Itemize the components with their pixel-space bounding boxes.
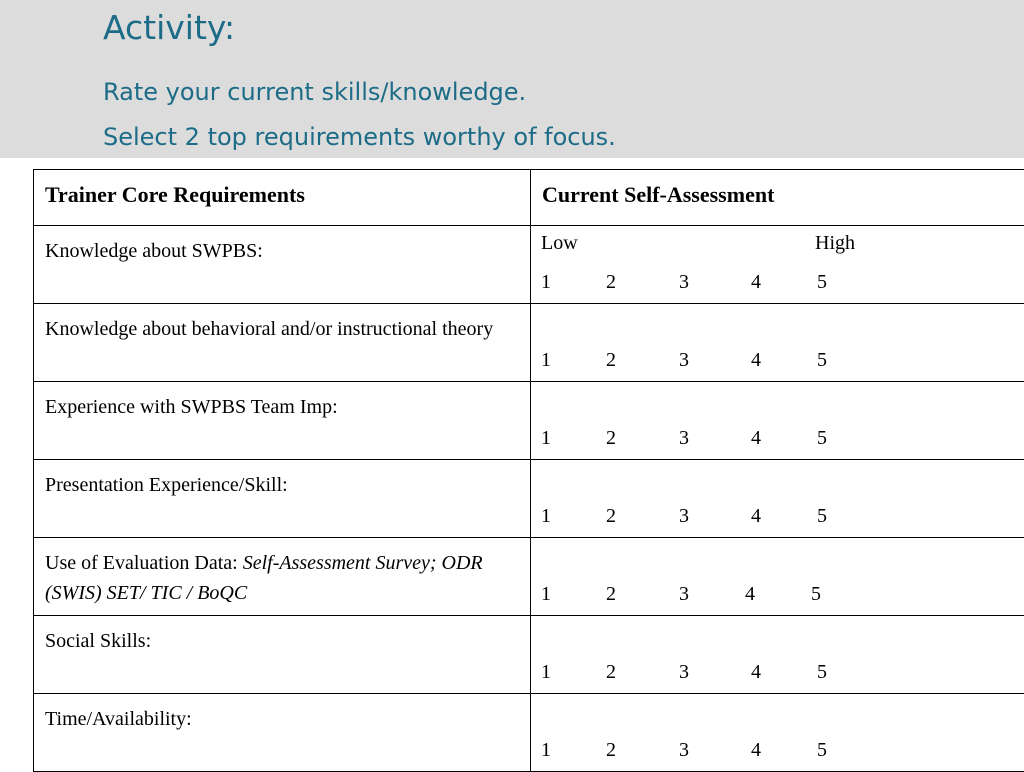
rating-option[interactable]: 3: [679, 505, 689, 528]
table-row: [34, 226, 1024, 304]
rating-option[interactable]: 1: [541, 271, 551, 294]
rating-option[interactable]: 2: [606, 271, 616, 294]
rating-cell: [531, 382, 1024, 460]
rating-option[interactable]: 2: [606, 661, 616, 684]
scale-high-label: High: [815, 232, 855, 255]
requirement-label: Presentation Experience/Skill:: [45, 474, 288, 496]
rating-option[interactable]: 2: [606, 739, 616, 762]
table-row: [34, 538, 1024, 616]
instruction-line-2: Select 2 top requirements worthy of focus.: [103, 123, 616, 152]
rating-option[interactable]: 4: [751, 661, 761, 684]
rating-option[interactable]: 4: [751, 505, 761, 528]
requirement-cell: [34, 694, 531, 772]
rating-option[interactable]: 4: [751, 739, 761, 762]
requirement-cell: [34, 616, 531, 694]
table-row: [34, 616, 1024, 694]
assessment-table: [33, 169, 1024, 772]
rating-option[interactable]: 2: [606, 427, 616, 450]
requirement-label: Knowledge about behavioral and/or instructional theory: [45, 318, 493, 340]
requirement-detail: Self-Assessment Survey; ODR (SWIS) SET/ TIC / BoQC: [45, 552, 483, 604]
rating-option[interactable]: 3: [679, 661, 689, 684]
rating-cell: [531, 460, 1024, 538]
table-row: [34, 382, 1024, 460]
rating-option[interactable]: 1: [541, 661, 551, 684]
rating-option[interactable]: 1: [541, 349, 551, 372]
requirement-cell: [34, 538, 531, 616]
requirement-cell: [34, 304, 531, 382]
requirement-cell: [34, 226, 531, 304]
rating-option[interactable]: 5: [817, 661, 827, 684]
rating-option[interactable]: 1: [541, 583, 551, 606]
requirement-cell: [34, 382, 531, 460]
table-header-row: [34, 170, 1024, 226]
rating-option[interactable]: 3: [679, 583, 689, 606]
rating-option[interactable]: 3: [679, 271, 689, 294]
requirement-label: Experience with SWPBS Team Imp:: [45, 396, 338, 418]
requirement-label: Knowledge about SWPBS:: [45, 240, 263, 262]
table-row: [34, 694, 1024, 772]
rating-cell: [531, 304, 1024, 382]
instruction-line-1: Rate your current skills/knowledge.: [103, 78, 526, 107]
rating-cell: [531, 616, 1024, 694]
table-row: [34, 460, 1024, 538]
self-assessment-header: Current Self-Assessment: [531, 170, 1024, 226]
requirement-label: Time/Availability:: [45, 708, 192, 730]
rating-option[interactable]: 5: [817, 739, 827, 762]
rating-option[interactable]: 5: [817, 271, 827, 294]
rating-cell: [531, 538, 1024, 616]
rating-option[interactable]: 5: [817, 427, 827, 450]
rating-option[interactable]: 1: [541, 427, 551, 450]
slide-title: Activity:: [103, 8, 235, 48]
rating-option[interactable]: 3: [679, 739, 689, 762]
rating-option[interactable]: 2: [606, 349, 616, 372]
scale-low-label: Low: [541, 232, 578, 255]
rating-option[interactable]: 4: [751, 349, 761, 372]
rating-option[interactable]: 4: [745, 583, 755, 606]
rating-option[interactable]: 2: [606, 505, 616, 528]
table-row: [34, 304, 1024, 382]
rating-option[interactable]: 4: [751, 271, 761, 294]
rating-option[interactable]: 2: [606, 583, 616, 606]
rating-option[interactable]: 5: [817, 505, 827, 528]
requirement-cell: [34, 460, 531, 538]
requirement-label: Use of Evaluation Data:: [45, 552, 243, 574]
rating-option[interactable]: 4: [751, 427, 761, 450]
rating-option[interactable]: 1: [541, 505, 551, 528]
requirements-header: Trainer Core Requirements: [34, 170, 531, 226]
rating-option[interactable]: 3: [679, 349, 689, 372]
requirement-label: Social Skills:: [45, 630, 151, 652]
rating-option[interactable]: 3: [679, 427, 689, 450]
rating-option[interactable]: 5: [811, 583, 821, 606]
rating-cell: [531, 226, 1024, 304]
rating-option[interactable]: 5: [817, 349, 827, 372]
rating-option[interactable]: 1: [541, 739, 551, 762]
rating-cell: [531, 694, 1024, 772]
slide-header: [0, 0, 1024, 158]
